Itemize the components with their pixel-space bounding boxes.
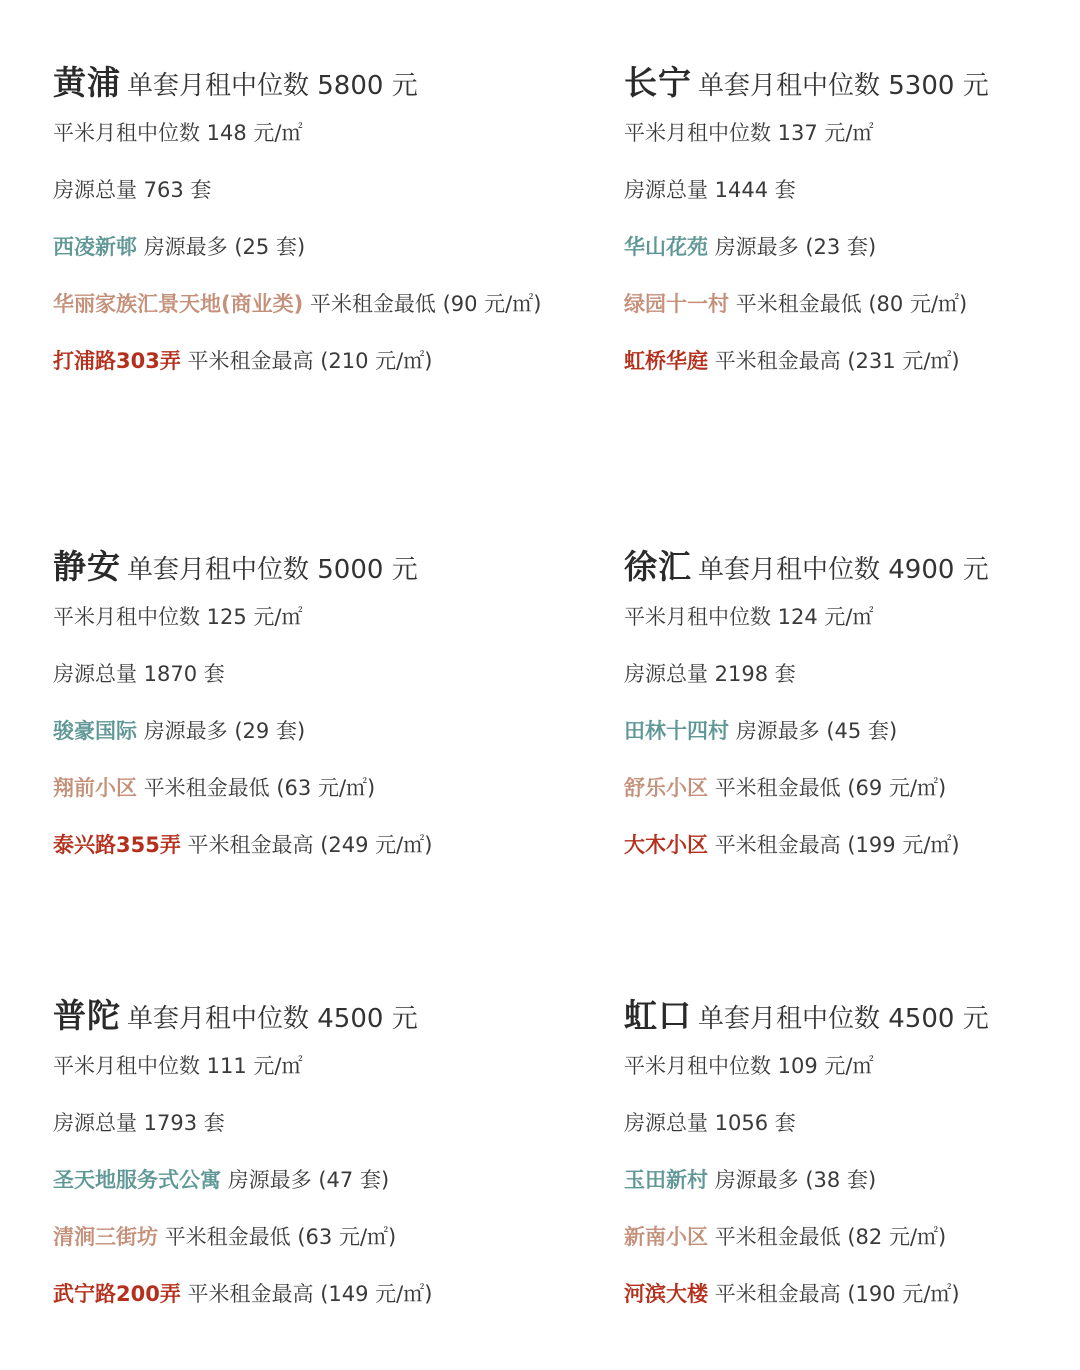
lowest-rent-row [624,771,1080,805]
highest-rent-estate: 大木小区 [624,833,708,857]
district-header [53,542,553,592]
lowest-rent-row [53,1220,553,1254]
most-listings-row [624,714,1080,748]
district-header [624,58,1080,108]
median-unit-rent: 单套月租中位数 5300 元 [698,71,989,101]
district-name: 徐汇 [624,547,692,586]
median-sqm-rent: 平米月租中位数 111 元/㎡ [53,1054,303,1078]
lowest-rent-label: 平米租金最低 (63 元/㎡) [143,776,376,800]
district-card-changning [624,58,1080,378]
highest-rent-row [53,344,553,378]
median-unit-rent: 单套月租中位数 4500 元 [698,1004,989,1034]
highest-rent-label: 平米租金最高 (199 元/㎡) [714,833,960,857]
lowest-rent-estate: 绿园十一村 [624,292,729,316]
lowest-rent-estate: 华丽家族汇景天地(商业类) [53,292,304,316]
lowest-rent-label: 平米租金最低 (82 元/㎡) [714,1225,947,1249]
district-card-jingan [53,542,553,862]
most-listings-estate: 西凌新邨 [53,235,137,259]
highest-rent-row [624,1277,1080,1311]
most-listings-estate: 玉田新村 [624,1168,708,1192]
district-card-hongkou [624,991,1080,1311]
median-sqm-rent: 平米月租中位数 148 元/㎡ [53,121,303,145]
most-listings-estate: 圣天地服务式公寓 [53,1168,221,1192]
district-name: 普陀 [53,996,121,1035]
listing-total: 房源总量 1793 套 [53,1111,225,1135]
highest-rent-label: 平米租金最高 (210 元/㎡) [187,349,433,373]
most-listings-row [53,230,553,264]
district-header [53,991,553,1041]
highest-rent-estate: 河滨大楼 [624,1282,708,1306]
lowest-rent-estate: 新南小区 [624,1225,708,1249]
median-sqm-rent: 平米月租中位数 109 元/㎡ [624,1054,874,1078]
most-listings-label: 房源最多 (29 套) [143,719,306,743]
district-name: 长宁 [624,63,692,102]
lowest-rent-row [53,287,553,321]
highest-rent-label: 平米租金最高 (231 元/㎡) [714,349,960,373]
median-unit-rent: 单套月租中位数 4500 元 [127,1004,418,1034]
median-unit-rent: 单套月租中位数 4900 元 [698,555,989,585]
most-listings-label: 房源最多 (45 套) [735,719,898,743]
listing-total: 房源总量 1444 套 [624,178,796,202]
highest-rent-row [53,828,553,862]
highest-rent-row [624,828,1080,862]
highest-rent-estate: 武宁路200弄 [53,1282,181,1306]
highest-rent-estate: 打浦路303弄 [53,349,181,373]
lowest-rent-label: 平米租金最低 (63 元/㎡) [164,1225,397,1249]
district-name: 黄浦 [53,63,121,102]
lowest-rent-row [624,1220,1080,1254]
district-card-huangpu [53,58,553,378]
median-sqm-rent: 平米月租中位数 125 元/㎡ [53,605,303,629]
most-listings-row [624,1163,1080,1197]
district-card-putuo [53,991,553,1311]
highest-rent-label: 平米租金最高 (249 元/㎡) [187,833,433,857]
listing-total: 房源总量 1870 套 [53,662,225,686]
highest-rent-label: 平米租金最高 (149 元/㎡) [187,1282,433,1306]
lowest-rent-estate: 舒乐小区 [624,776,708,800]
most-listings-label: 房源最多 (25 套) [143,235,306,259]
lowest-rent-label: 平米租金最低 (69 元/㎡) [714,776,947,800]
highest-rent-row [624,344,1080,378]
most-listings-label: 房源最多 (38 套) [714,1168,877,1192]
district-name: 静安 [53,547,121,586]
median-sqm-rent: 平米月租中位数 137 元/㎡ [624,121,874,145]
listing-total: 房源总量 1056 套 [624,1111,796,1135]
most-listings-row [53,1163,553,1197]
district-header [624,542,1080,592]
district-name: 虹口 [624,996,692,1035]
most-listings-estate: 田林十四村 [624,719,729,743]
median-unit-rent: 单套月租中位数 5800 元 [127,71,418,101]
most-listings-estate: 华山花苑 [624,235,708,259]
highest-rent-label: 平米租金最高 (190 元/㎡) [714,1282,960,1306]
highest-rent-row [53,1277,553,1311]
most-listings-label: 房源最多 (23 套) [714,235,877,259]
median-sqm-rent: 平米月租中位数 124 元/㎡ [624,605,874,629]
lowest-rent-estate: 清涧三街坊 [53,1225,158,1249]
district-card-xuhui [624,542,1080,862]
most-listings-row [624,230,1080,264]
lowest-rent-estate: 翔前小区 [53,776,137,800]
listing-total: 房源总量 2198 套 [624,662,796,686]
listing-total: 房源总量 763 套 [53,178,212,202]
highest-rent-estate: 泰兴路355弄 [53,833,181,857]
lowest-rent-row [53,771,553,805]
median-unit-rent: 单套月租中位数 5000 元 [127,555,418,585]
district-header [624,991,1080,1041]
highest-rent-estate: 虹桥华庭 [624,349,708,373]
district-header [53,58,553,108]
lowest-rent-row [624,287,1080,321]
lowest-rent-label: 平米租金最低 (80 元/㎡) [735,292,968,316]
most-listings-row [53,714,553,748]
lowest-rent-label: 平米租金最低 (90 元/㎡) [309,292,542,316]
most-listings-label: 房源最多 (47 套) [227,1168,390,1192]
most-listings-estate: 骏豪国际 [53,719,137,743]
